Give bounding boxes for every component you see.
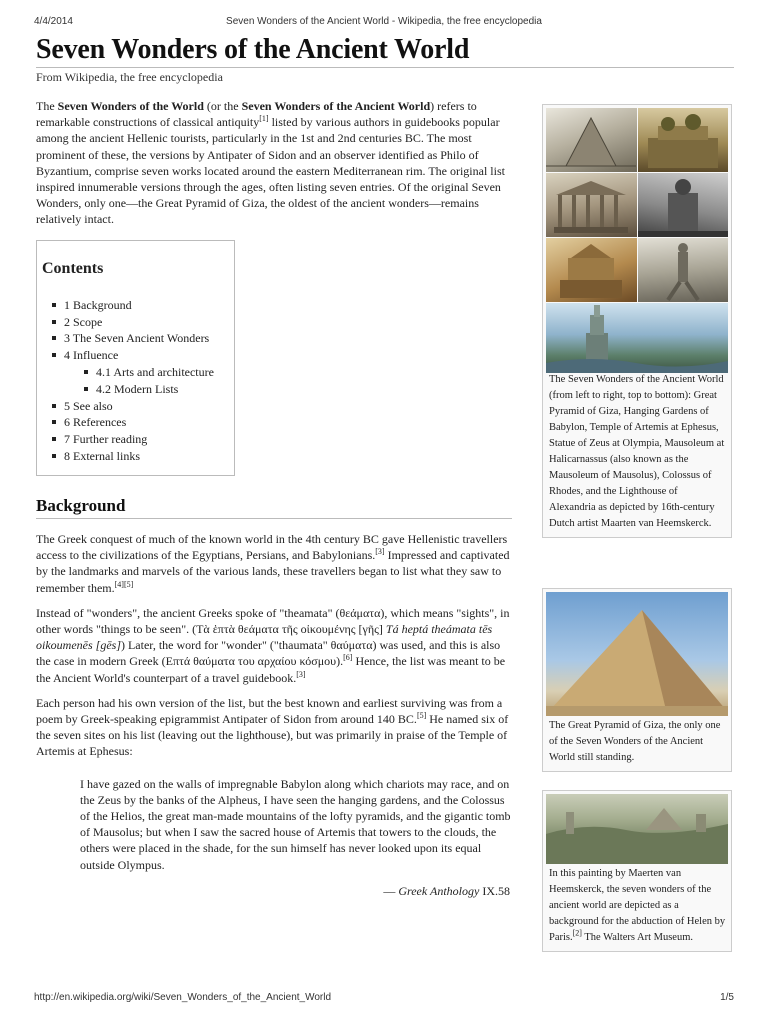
reference-link[interactable]: [3]: [375, 547, 385, 557]
toc-item[interactable]: 8 External links: [64, 448, 224, 465]
great-pyramid-photo[interactable]: [546, 592, 728, 716]
pyramid-shape: [546, 592, 728, 716]
page-title: Seven Wonders of the Ancient World: [36, 34, 470, 65]
bold-term: Seven Wonders of the Ancient World: [241, 99, 431, 113]
toc-item[interactable]: 1 Background: [64, 297, 224, 314]
site-subtitle: From Wikipedia, the free encyclopedia: [36, 70, 223, 84]
zeus-engraving: [638, 173, 728, 237]
heemskerck-painting-image[interactable]: [546, 794, 728, 864]
bold-term: Seven Wonders of the World: [57, 99, 204, 113]
toc-list: [42, 297, 224, 465]
temple-engraving: [546, 173, 636, 237]
quote-attribution: — Greek Anthology IX.58: [383, 883, 510, 898]
collage-tile: [638, 238, 729, 302]
toc-subitem[interactable]: 4.1 Arts and architecture: [96, 364, 224, 381]
collage-tile: [546, 303, 728, 373]
intro-paragraph: The Seven Wonders of the World (or the Seven Wonders of the Ancient World) refers to remarkable constructions of classical antiquity[1] listed by various authors in guidebooks popular among the ancient Hellenic tourists, particularly in the 1st and 2nd centuries BC. The most prominent of these, the versions by Antipater of Sidon and an observer identified as Philo of Byzantium, comprise seven works located around the eastern Mediterranean rim. The original list inspired innumerable versions through the ages, often listing seven entries. Of the original Seven Wonders, only one—the Great Pyramid of Giza, the oldest of the ancient wonders—remains relatively intact.: [36, 99, 505, 227]
painting-landscape: [546, 794, 728, 864]
pyramid-engraving: [546, 108, 636, 172]
section-heading-background: Background: [36, 498, 512, 519]
article-body: [36, 98, 512, 899]
toc-item[interactable]: 4 Influence 4.1 Arts and architecture 4.2 Modern Lists: [64, 347, 224, 397]
collage-tile: [546, 238, 637, 302]
reference-link[interactable]: [3]: [296, 669, 306, 679]
wonders-collage-image[interactable]: [546, 108, 728, 370]
reference-link[interactable]: [4][5]: [114, 579, 134, 589]
print-url: http://en.wikipedia.org/wiki/Seven_Wonders_of_the_Ancient_World: [34, 992, 332, 1003]
collage-tile: [546, 108, 637, 172]
figure-caption: In this painting by Maerten van Heemskerck, the seven wonders of the ancient world are depicted as a background for the abduction of Helen by Paris.[2] The Walters Art Museum.: [549, 868, 726, 943]
background-paragraph: Each person had his own version of the list, but the best known and earliest surviving was from a poem by Greek-speaking epigrammist Antipater of Sidon from around 140 BC.[5] He named six of the seven sites on his list (leaving out the lighthouse), but was primarily in praise of the Temple of Artemis at Ephesus:: [36, 695, 509, 759]
figure-painting: [542, 790, 732, 952]
toc-item[interactable]: 5 See also: [64, 398, 224, 415]
figure-caption: The Seven Wonders of the Ancient World (from left to right, top to bottom): Great Pyramid of Giza, Hanging Gardens of Babylon, Temple of Artemis at Ephesus, Statue of Zeus at Olympia, Mausoleum at Halicarnassus (also known as the Mausoleum of Mausolus), Colossus of Rhodes, and the Lighthouse of Alexandria as depicted by 16th-century Dutch artist Maarten van Heemskerck.: [549, 374, 725, 529]
background-paragraph: Instead of "wonders", the ancient Greeks spoke of "theamata" (θεάματα), which means "sights", in other words "things to be seen". (Τὰ ἑπτὰ θεάματα τῆς οἰκουμένης [γῆς] Tá heptá theámata tēs oikoumenēs [gēs]) Later, the word for "wonder" ("thaumata" θαύματα) was used, and this is also the case in modern Greek (Επτά θαύματα του αρχαίου κόσμου).[6] Hence, the list was meant to be the Ancient World's counterpart of a travel guidebook.[3]: [36, 605, 510, 685]
quote-text: I have gazed on the walls of impregnable Babylon along which chariots may race, and on the Zeus by the banks of the Alpheus, I have seen the hanging gardens, and the Colossus of the Helios, the great man-made mountains of the lofty pyramids, and the gigantic tomb of Mausolus; but when I saw the sacred house of Artemis that towers to the clouds, the others were placed in the shade, for the sun himself has never looked upon its equal outside Olympus.: [80, 776, 511, 872]
transliteration: Tá heptá theámata tēs oikoumenēs [gēs]: [36, 622, 493, 653]
figure-great-pyramid: [542, 588, 732, 772]
title-divider: [36, 67, 734, 68]
reference-link[interactable]: [6]: [343, 653, 353, 663]
lighthouse-engraving: [546, 303, 728, 373]
figure-seven-wonders: [542, 104, 732, 538]
reference-link[interactable]: [5]: [416, 711, 427, 721]
print-date: 4/4/2014: [34, 16, 73, 27]
print-page-number: 1/5: [720, 992, 734, 1003]
toc-item[interactable]: 7 Further reading: [64, 431, 224, 448]
reference-link[interactable]: [1]: [259, 114, 269, 124]
gardens-engraving: [638, 108, 728, 172]
toc-item[interactable]: 6 References: [64, 414, 224, 431]
toc-title: Contents: [42, 259, 104, 277]
toc-item[interactable]: 3 The Seven Ancient Wonders: [64, 330, 224, 347]
reference-link[interactable]: [2]: [572, 928, 582, 938]
table-of-contents: [36, 240, 235, 476]
quote-source[interactable]: Greek Anthology: [398, 883, 480, 898]
colossus-engraving: [638, 238, 728, 302]
figure-caption: The Great Pyramid of Giza, the only one of the Seven Wonders of the Ancient World still standing.: [549, 720, 721, 763]
collage-tile: [638, 173, 729, 237]
collage-tile: [638, 108, 729, 172]
print-page-title: Seven Wonders of the Ancient World - Wikipedia, the free encyclopedia: [226, 16, 542, 27]
background-paragraph: The Greek conquest of much of the known world in the 4th century BC gave Hellenistic travellers access to the civilizations of the Egyptians, Persians, and Babylonians.[3] Impressed and captivated by the landmarks and marvels of the various lands, these travellers began to list what they saw to remember them.[4][5]: [36, 532, 510, 595]
toc-sublist: [64, 364, 224, 398]
mausoleum-engraving: [546, 238, 636, 302]
collage-tile: [546, 173, 637, 237]
toc-item[interactable]: 2 Scope: [64, 314, 224, 331]
poem-quote: [80, 776, 512, 899]
toc-subitem[interactable]: 4.2 Modern Lists: [96, 381, 224, 398]
